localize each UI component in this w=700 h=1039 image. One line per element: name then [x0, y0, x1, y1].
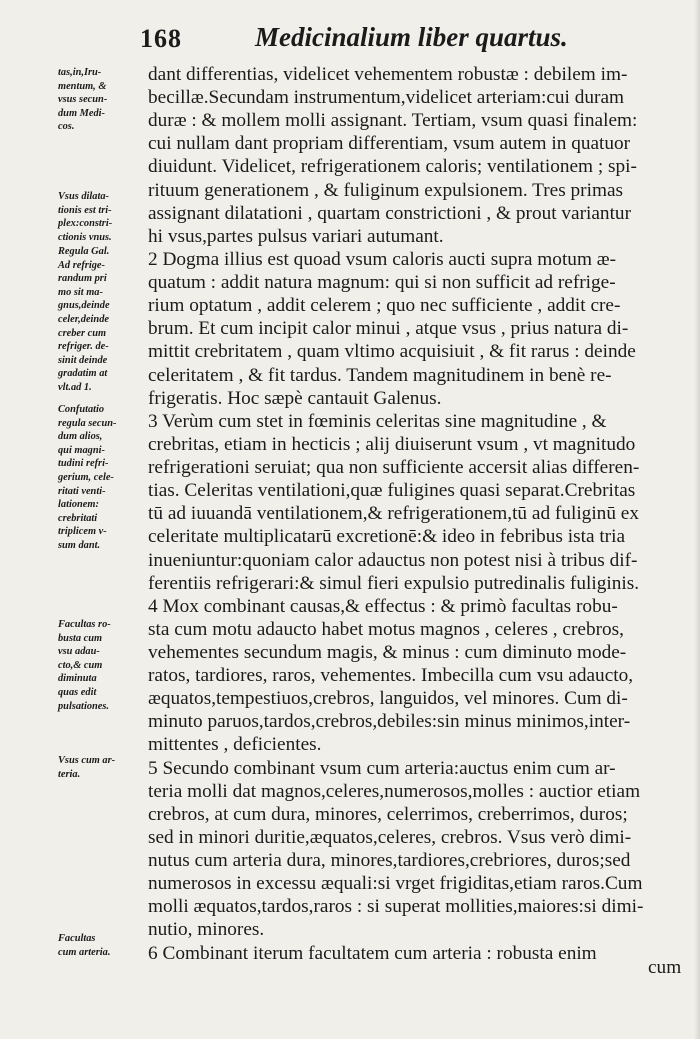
margin-note-line: busta cum [58, 632, 103, 644]
text-line: tias. Celeritas ventilationi,quæ fuligines quasi separat.Crebritas [148, 480, 636, 502]
margin-note [58, 245, 154, 395]
text-line: quatum : addit natura magnum: qui si non sufficit ad refrige- [148, 272, 616, 294]
margin-note-line: regula secun- [58, 417, 117, 429]
text-line: assignant dilatationi , quartam constrictioni , & prout variantur [148, 202, 631, 224]
text-line: sed in minori duritie,æquatos,celeres, crebros. Vsus verò dimi- [148, 826, 632, 848]
text-line: celeritatem , & fit tardus. Tandem magnitudinem in benè re- [148, 364, 612, 386]
margin-note-line: qui magni- [58, 444, 105, 456]
margin-note-line: diminuta [58, 673, 97, 685]
margin-note-line: cum arteria. [58, 946, 111, 958]
margin-note-line: dum alios, [58, 431, 103, 443]
text-line: crebros, at cum dura, minores, celerrimos, creberrimos, duros; [148, 803, 628, 825]
text-line: rituum generationem , & fuliginum expulsionem. Tres primas [148, 179, 624, 201]
margin-note-line: lationem: [58, 499, 99, 511]
text-line: becillæ.Secundam instrumentum,videlicet arteriam:cui duram [148, 87, 624, 109]
margin-note [58, 754, 154, 781]
margin-note-line: vsus secun- [58, 94, 108, 106]
margin-note [58, 618, 154, 713]
text-line: crebritas, etiam in hecticis ; alij diuiserunt vsum , vt magnitudo [148, 433, 636, 455]
margin-note-line: plex:constri- [58, 218, 113, 230]
margin-note-line: Vsus cum ar- [58, 755, 116, 766]
margin-note-line: gnus,deinde [58, 300, 110, 312]
running-title: Medicinalium liber quartus. [255, 22, 568, 52]
text-line: ferentiis refrigerari:& simul fieri expulsio putredinalis fuliginis. [148, 572, 640, 594]
margin-note [58, 66, 154, 134]
margin-note-line: randum pri [58, 273, 107, 285]
text-line: refrigerationi seruiat; qua non sufficiente accersit alias differen- [148, 457, 640, 479]
margin-note-line: gerium, cele- [58, 471, 114, 483]
text-line: inueniuntur:quoniam calor adauctus non potest nisi à tribus dif- [148, 549, 638, 571]
page-edge-shadow [694, 0, 700, 1039]
margin-note-line: ctionis vnus. [58, 231, 112, 243]
margin-note-line: triplicem v- [58, 526, 107, 538]
margin-note-line: mo sit ma- [58, 286, 103, 298]
text-line: teria molli dat magnos,celeres,numerosos,molles : auctior etiam [148, 780, 641, 802]
text-line: vehementes secundum magis, & minus : cum diminuto mode- [148, 642, 627, 663]
text-line: rium optatum , addit celerem ; quo nec sufficiente , addit cre- [148, 295, 621, 317]
text-line: tū ad iuuandā ventilationem,& refrigerationem,tū ad fuliginū ex [148, 503, 639, 525]
margin-note-line: pulsationes. [58, 700, 110, 712]
text-line: dant differentias, videlicet vehementem robustæ : debilem im- [148, 64, 628, 85]
text-line: duræ : & mollem molli assignant. Tertiam, vsum quasi finalem: [148, 110, 638, 132]
text-line: 5 Secundo combinant vsum cum arteria:auctus enim cum ar- [148, 757, 616, 779]
margin-note-line: celer,deinde [58, 313, 109, 325]
margin-note-line: teria. [58, 768, 81, 780]
margin-note-line: refriger. de- [58, 341, 109, 353]
margin-note-line: sum dant. [58, 539, 101, 551]
margin-note-line: crebritati [58, 512, 98, 524]
margin-note-line: Confutatio [58, 404, 105, 415]
page-number: 168 [140, 24, 182, 53]
text-line: nutio, minores. [148, 919, 265, 941]
page-header [140, 20, 610, 60]
text-line: 4 Mox combinant causas,& effectus : & primò facultas robu- [148, 595, 618, 617]
margin-note-line: dum Medi- [58, 107, 105, 119]
margin-note-line: creber cum [58, 327, 107, 339]
text-line: minuto paruos,tardos,crebros,debiles:sin minus minimos,inter- [148, 711, 631, 733]
margin-note-line: vsu adau- [58, 646, 100, 658]
margin-note-line: sinit deinde [58, 354, 108, 366]
text-line: brum. Et cum incipit calor minui , atque vsus , prius natura di- [148, 318, 629, 340]
margin-note-line: tudini refri- [58, 458, 109, 470]
margin-note-line: Facultas ro- [58, 619, 111, 630]
text-line: nutus cum arteria dura, minores,tardiores,crebriores, duros;sed [148, 850, 631, 872]
margin-note-line: Ad refrige- [58, 259, 105, 271]
text-line: hi vsus,partes pulsus variari autumant. [148, 225, 444, 247]
margin-note [58, 403, 154, 553]
text-line: numerosos in excessu æquali:si vrget frigiditas,etiam raros.Cum [148, 873, 643, 895]
text-line: 3 Verùm cum stet in fœminis celeritas sine magnitudine , & [148, 410, 607, 432]
catchword: cum [648, 957, 682, 978]
text-line: diuidunt. Videlicet, refrigerationem caloris; ventilationem ; spi- [148, 156, 637, 178]
text-line: 2 Dogma illius est quoad vsum caloris aucti supra motum æ- [148, 248, 617, 270]
text-line: cui nullam dant propriam differentiam, vsum autem in quatuor [148, 133, 631, 155]
margin-note-line: quas edit [58, 686, 97, 698]
margin-note-line: cos. [58, 121, 75, 133]
text-line: frigeratis. Hoc sæpè cantauit Galenus. [148, 387, 442, 409]
margin-note-line: tas,in,Iru- [58, 67, 102, 78]
margin-note-line: vlt.ad 1. [58, 381, 92, 393]
margin-note-line: cto,& cum [58, 659, 103, 671]
margin-note-line: Regula Gal. [58, 246, 110, 257]
text-line: mittentes , deficientes. [148, 734, 322, 756]
margin-note-line: Vsus dilata- [58, 191, 110, 202]
text-line: ratos, tardiores, raros, vehementes. Imbecilla cum vsu adaucto, [148, 665, 634, 687]
text-line: 6 Combinant iterum facultatem cum arteria : robusta enim [148, 942, 597, 964]
margin-note-line: gradatim at [58, 368, 108, 380]
text-line: mittit crebritatem , quam vltimo acquisiuit , & fit rarus : deinde [148, 341, 636, 363]
margin-note [58, 190, 154, 244]
margin-note-line: tionis est tri- [58, 204, 112, 216]
margin-note-line: ritati venti- [58, 485, 106, 497]
text-line: molli æquatos,tardos,raros : si superat mollities,maiores:si dimi- [148, 896, 644, 918]
margin-note [58, 932, 154, 959]
margin-note-line: mentum, & [58, 80, 107, 92]
text-line: sta cum motu adaucto habet motus magnos , celeres , crebros, [148, 618, 624, 640]
margin-note-line: Facultas [58, 933, 96, 944]
text-line: æquatos,tempestiuos,crebros, languidos, vel minores. Cum di- [148, 688, 628, 710]
text-line: celeritate multiplicatarū excretionē:& ideo in febribus ista tria [148, 526, 626, 548]
